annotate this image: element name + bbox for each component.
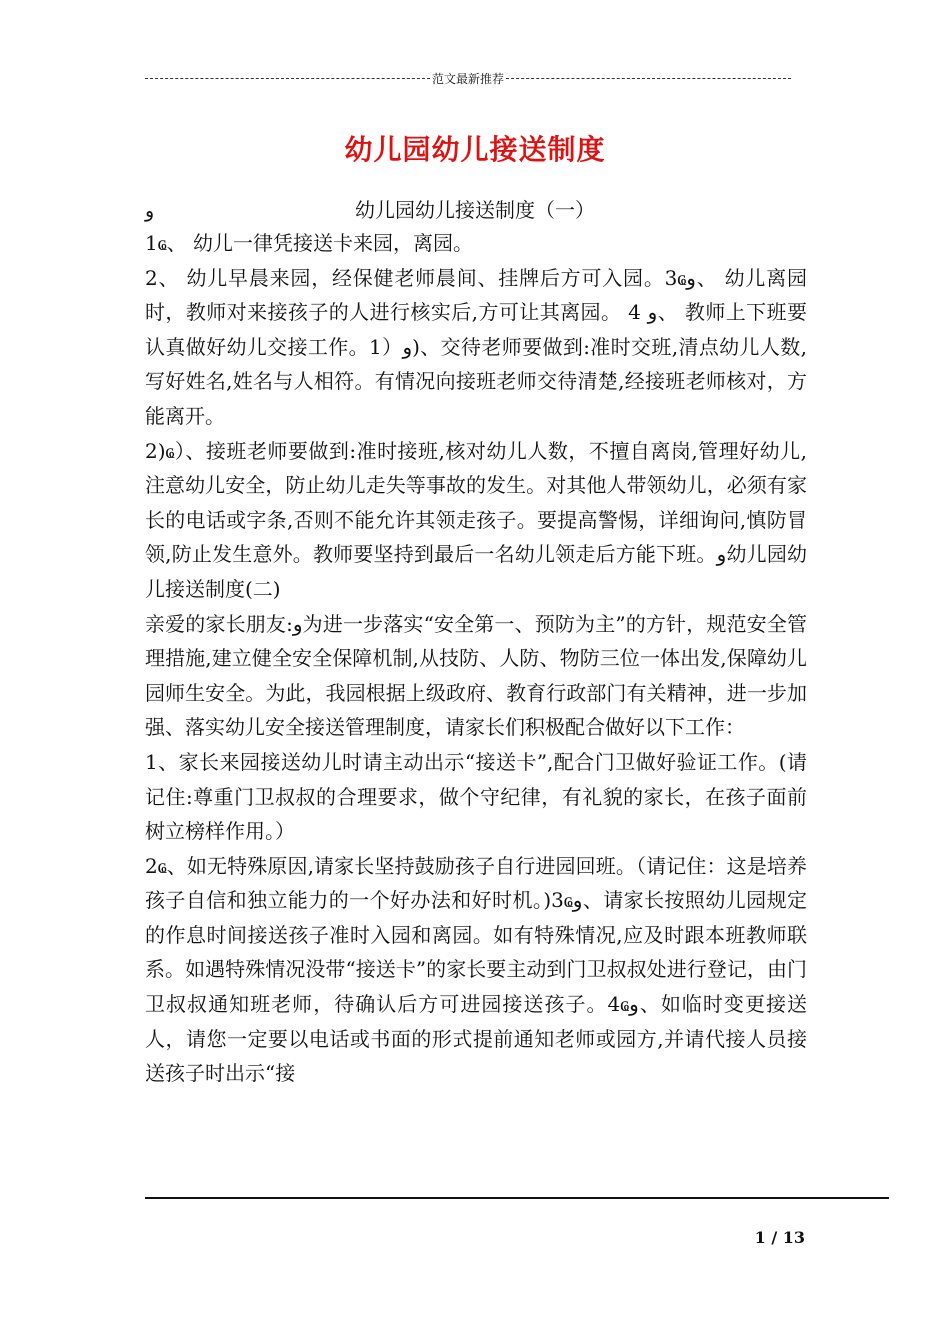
paragraph: 2)ҩ）、接班老师要做到:准时接班,核对幼儿人数，不擅自离岗,管理好幼儿,注意幼儿安全，防止幼儿走失等事故的发生。对其他人带领幼儿，必须有家长的电话或字条,否则不能允许其领走孩子。要提高警惕，详细询问,慎防冒领,防止发生意外。教师要坚持到最后一名幼儿领走后方能下班。و幼儿园幼儿接送制度(二) <box>145 438 808 601</box>
page-number: 1 / 13 <box>754 1228 805 1247</box>
subtitle-marker: و <box>145 200 155 222</box>
paragraph: 1ҩ、 幼儿一律凭接送卡来园，离园。 <box>145 231 473 255</box>
document-body <box>145 226 807 1091</box>
paragraph: 2、 幼儿早晨来园，经保健老师晨间、挂牌后方可入园。3ҩو、 幼儿离园时，教师对来接孩子的人进行核实后,方可让其离园。 4 و、 教师上下班要认真做好幼儿交接工作。1）و)、交待老师要做到:准时交班,清点幼儿人数,写好姓名,姓名与人相符。有情况向接班老师交待清楚,经接班老师核对，方能离开。 <box>145 265 808 428</box>
section-subtitle: 幼儿园幼儿接送制度（一） <box>355 198 595 222</box>
page-header <box>145 70 791 87</box>
document-title: 幼儿园幼儿接送制度 <box>344 133 606 166</box>
footer-divider <box>145 1197 889 1199</box>
paragraph: 亲爱的家长朋友:و为进一步落实“安全第一、预防为主”的方针，规范安全管理措施,建立健全安全保障机制,从技防、人防、物防三位一体出发,保障幼儿园师生安全。为此，我园根据上级政府、教育行政部门有关精神，进一步加强、落实幼儿安全接送管理制度，请家长们积极配合做好以下工作： <box>145 611 807 740</box>
paragraph: 2ҩ、如无特殊原因,请家长坚持鼓励孩子自行进园回班。（请记住：这是培养孩子自信和独立能力的一个好办法和好时机。)3ҩو、请家长按照幼儿园规定的作息时间接送孩子准时入园和离园。如有特殊情况,应及时跟本班教师联系。如遇特殊情况没带“接送卡”的家长要主动到门卫叔叔处进行登记，由门卫叔叔通知班老师，待确认后方可进园接送孩子。4ҩو、如临时变更接送人，请您一定要以电话或书面的形式提前通知老师或园方,并请代接人员接送孩子时出示“接 <box>145 853 808 1086</box>
subtitle-row <box>145 194 805 224</box>
header-label: 范文最新推荐 <box>432 72 505 86</box>
header-dash-right <box>506 78 791 79</box>
header-dash-left <box>145 78 430 79</box>
paragraph: 1、家长来园接送幼儿时请主动出示“接送卡”,配合门卫做好验证工作。(请记住:尊重门卫叔叔的合理要求，做个守纪律，有礼貌的家长，在孩子面前树立榜样作用。） <box>145 749 807 844</box>
